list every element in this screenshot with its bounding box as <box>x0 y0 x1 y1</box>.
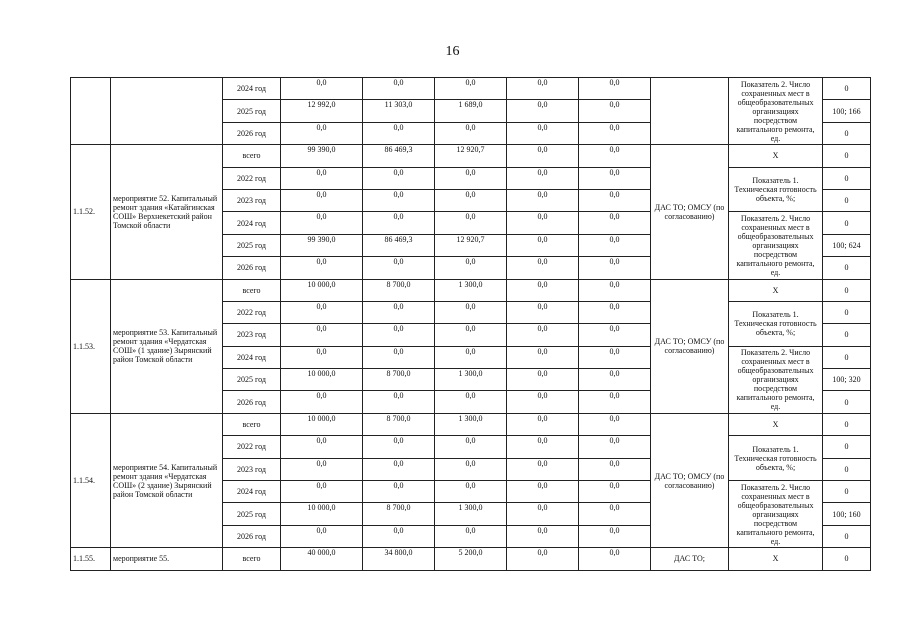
amount-cell-3: 1 689,0 <box>435 100 507 122</box>
amount-cell-3: 1 300,0 <box>435 413 507 435</box>
indicator-cell: Показатель 2. Число сохраненных мест в общеобразовательных организациях посредством капитального ремонта, ед. <box>729 212 823 279</box>
amount-cell-5: 0,0 <box>579 257 651 279</box>
indicator-value-cell: 0 <box>823 122 871 144</box>
amount-cell-3: 0,0 <box>435 324 507 346</box>
indicator-cell: Показатель 2. Число сохраненных мест в общеобразовательных организациях посредством капитального ремонта, ед. <box>729 481 823 548</box>
indicator-value-cell: 100; 320 <box>823 369 871 391</box>
amount-cell-4: 0,0 <box>507 369 579 391</box>
amount-cell-3: 0,0 <box>435 436 507 458</box>
amount-cell-1: 0,0 <box>281 122 363 144</box>
amount-cell-5: 0,0 <box>579 301 651 323</box>
amount-cell-5: 0,0 <box>579 346 651 368</box>
amount-cell-2: 0,0 <box>363 122 435 144</box>
amount-cell-1: 10 000,0 <box>281 503 363 525</box>
amount-cell-5: 0,0 <box>579 212 651 234</box>
amount-cell-4: 0,0 <box>507 279 579 301</box>
amount-cell-1: 10 000,0 <box>281 413 363 435</box>
program-table <box>70 77 871 571</box>
indicator-cell: X <box>729 279 823 301</box>
indicator-value-cell: 0 <box>823 548 871 570</box>
amount-cell-5: 0,0 <box>579 503 651 525</box>
amount-cell-1: 0,0 <box>281 212 363 234</box>
amount-cell-4: 0,0 <box>507 503 579 525</box>
amount-cell-4: 0,0 <box>507 212 579 234</box>
year-cell: всего <box>223 145 281 167</box>
amount-cell-1: 0,0 <box>281 257 363 279</box>
amount-cell-4: 0,0 <box>507 458 579 480</box>
amount-cell-3: 0,0 <box>435 481 507 503</box>
amount-cell-2: 0,0 <box>363 78 435 100</box>
amount-cell-3: 1 300,0 <box>435 369 507 391</box>
amount-cell-1: 0,0 <box>281 346 363 368</box>
amount-cell-4: 0,0 <box>507 234 579 256</box>
amount-cell-2: 8 700,0 <box>363 369 435 391</box>
name-cell: мероприятие 53. Капитальный ремонт здания «Чердатская СОШ» (1 здание) Зырянский район Томской области <box>111 279 223 413</box>
amount-cell-1: 10 000,0 <box>281 369 363 391</box>
amount-cell-3: 0,0 <box>435 167 507 189</box>
amount-cell-3: 0,0 <box>435 78 507 100</box>
amount-cell-2: 0,0 <box>363 257 435 279</box>
indicator-value-cell: 100; 166 <box>823 100 871 122</box>
amount-cell-2: 0,0 <box>363 346 435 368</box>
executor-cell <box>651 78 729 145</box>
amount-cell-2: 0,0 <box>363 324 435 346</box>
amount-cell-5: 0,0 <box>579 324 651 346</box>
amount-cell-4: 0,0 <box>507 122 579 144</box>
amount-cell-2: 0,0 <box>363 458 435 480</box>
amount-cell-3: 0,0 <box>435 257 507 279</box>
table-row <box>71 145 871 167</box>
amount-cell-2: 0,0 <box>363 481 435 503</box>
amount-cell-1: 0,0 <box>281 78 363 100</box>
amount-cell-4: 0,0 <box>507 189 579 211</box>
indicator-value-cell: 0 <box>823 189 871 211</box>
executor-cell: ДАС ТО; ОМСУ (по согласованию) <box>651 279 729 413</box>
amount-cell-1: 10 000,0 <box>281 279 363 301</box>
amount-cell-5: 0,0 <box>579 122 651 144</box>
amount-cell-2: 34 800,0 <box>363 548 435 570</box>
name-cell: мероприятие 52. Капитальный ремонт здания «Катайгинская СОШ» Верхнекетский район Томской области <box>111 145 223 279</box>
amount-cell-2: 11 303,0 <box>363 100 435 122</box>
amount-cell-5: 0,0 <box>579 436 651 458</box>
year-cell: 2026 год <box>223 391 281 413</box>
amount-cell-5: 0,0 <box>579 167 651 189</box>
year-cell: 2026 год <box>223 122 281 144</box>
amount-cell-1: 12 992,0 <box>281 100 363 122</box>
amount-cell-5: 0,0 <box>579 78 651 100</box>
indicator-value-cell: 0 <box>823 145 871 167</box>
indicator-value-cell: 0 <box>823 167 871 189</box>
amount-cell-4: 0,0 <box>507 548 579 570</box>
amount-cell-5: 0,0 <box>579 391 651 413</box>
indicator-value-cell: 0 <box>823 391 871 413</box>
indicator-value-cell: 0 <box>823 212 871 234</box>
amount-cell-3: 5 200,0 <box>435 548 507 570</box>
amount-cell-5: 0,0 <box>579 548 651 570</box>
year-cell: 2026 год <box>223 525 281 547</box>
indicator-value-cell: 0 <box>823 324 871 346</box>
amount-cell-1: 0,0 <box>281 458 363 480</box>
executor-cell: ДАС ТО; ОМСУ (по согласованию) <box>651 145 729 279</box>
amount-cell-5: 0,0 <box>579 189 651 211</box>
indicator-value-cell: 100; 160 <box>823 503 871 525</box>
amount-cell-3: 0,0 <box>435 458 507 480</box>
amount-cell-1: 99 390,0 <box>281 145 363 167</box>
indicator-cell: X <box>729 413 823 435</box>
amount-cell-4: 0,0 <box>507 167 579 189</box>
amount-cell-4: 0,0 <box>507 436 579 458</box>
amount-cell-4: 0,0 <box>507 257 579 279</box>
table-row <box>71 279 871 301</box>
amount-cell-3: 0,0 <box>435 122 507 144</box>
amount-cell-1: 0,0 <box>281 324 363 346</box>
amount-cell-2: 0,0 <box>363 436 435 458</box>
amount-cell-3: 0,0 <box>435 391 507 413</box>
amount-cell-1: 0,0 <box>281 301 363 323</box>
indicator-value-cell: 0 <box>823 436 871 458</box>
indicator-cell: Показатель 2. Число сохраненных мест в общеобразовательных организациях посредством капитального ремонта, ед. <box>729 78 823 145</box>
amount-cell-1: 0,0 <box>281 189 363 211</box>
amount-cell-5: 0,0 <box>579 458 651 480</box>
amount-cell-4: 0,0 <box>507 145 579 167</box>
amount-cell-4: 0,0 <box>507 100 579 122</box>
indicator-cell: X <box>729 548 823 570</box>
indicator-value-cell: 0 <box>823 481 871 503</box>
amount-cell-3: 0,0 <box>435 346 507 368</box>
indicator-value-cell: 100; 624 <box>823 234 871 256</box>
indicator-cell: Показатель 1. Техническая готовность объекта, %; <box>729 301 823 346</box>
indicator-value-cell: 0 <box>823 78 871 100</box>
name-cell: мероприятие 54. Капитальный ремонт здания «Чердатская СОШ» (2 здание) Зырянский район Томской области <box>111 413 223 547</box>
amount-cell-4: 0,0 <box>507 324 579 346</box>
indicator-value-cell: 0 <box>823 279 871 301</box>
amount-cell-2: 86 469,3 <box>363 234 435 256</box>
year-cell: 2025 год <box>223 503 281 525</box>
amount-cell-3: 0,0 <box>435 189 507 211</box>
indicator-cell: X <box>729 145 823 167</box>
amount-cell-4: 0,0 <box>507 525 579 547</box>
year-cell: 2024 год <box>223 481 281 503</box>
table-row <box>71 413 871 435</box>
year-cell: 2024 год <box>223 78 281 100</box>
amount-cell-3: 0,0 <box>435 525 507 547</box>
amount-cell-5: 0,0 <box>579 525 651 547</box>
amount-cell-4: 0,0 <box>507 301 579 323</box>
year-cell: 2025 год <box>223 100 281 122</box>
year-cell: 2023 год <box>223 324 281 346</box>
amount-cell-2: 8 700,0 <box>363 279 435 301</box>
code-cell: 1.1.53. <box>71 279 111 413</box>
year-cell: 2022 год <box>223 167 281 189</box>
amount-cell-2: 0,0 <box>363 391 435 413</box>
amount-cell-4: 0,0 <box>507 413 579 435</box>
table-row <box>71 548 871 570</box>
amount-cell-2: 0,0 <box>363 525 435 547</box>
amount-cell-2: 8 700,0 <box>363 503 435 525</box>
indicator-value-cell: 0 <box>823 346 871 368</box>
amount-cell-1: 0,0 <box>281 436 363 458</box>
amount-cell-2: 8 700,0 <box>363 413 435 435</box>
amount-cell-3: 12 920,7 <box>435 145 507 167</box>
code-cell <box>71 78 111 145</box>
amount-cell-4: 0,0 <box>507 391 579 413</box>
year-cell: 2024 год <box>223 346 281 368</box>
indicator-cell: Показатель 2. Число сохраненных мест в общеобразовательных организациях посредством капитального ремонта, ед. <box>729 346 823 413</box>
indicator-value-cell: 0 <box>823 525 871 547</box>
year-cell: 2025 год <box>223 234 281 256</box>
amount-cell-4: 0,0 <box>507 346 579 368</box>
name-cell <box>111 78 223 145</box>
amount-cell-5: 0,0 <box>579 481 651 503</box>
amount-cell-4: 0,0 <box>507 481 579 503</box>
year-cell: 2025 год <box>223 369 281 391</box>
amount-cell-3: 1 300,0 <box>435 503 507 525</box>
indicator-value-cell: 0 <box>823 413 871 435</box>
year-cell: 2026 год <box>223 257 281 279</box>
indicator-value-cell: 0 <box>823 301 871 323</box>
year-cell: 2023 год <box>223 189 281 211</box>
indicator-cell: Показатель 1. Техническая готовность объекта, %; <box>729 167 823 212</box>
table-row <box>71 78 871 100</box>
page-number: 16 <box>445 44 460 59</box>
amount-cell-3: 12 920,7 <box>435 234 507 256</box>
amount-cell-1: 0,0 <box>281 481 363 503</box>
code-cell: 1.1.54. <box>71 413 111 547</box>
amount-cell-1: 99 390,0 <box>281 234 363 256</box>
name-cell: мероприятие 55. <box>111 548 223 570</box>
amount-cell-3: 0,0 <box>435 301 507 323</box>
amount-cell-5: 0,0 <box>579 279 651 301</box>
amount-cell-1: 0,0 <box>281 391 363 413</box>
amount-cell-3: 0,0 <box>435 212 507 234</box>
code-cell: 1.1.55. <box>71 548 111 570</box>
year-cell: 2022 год <box>223 436 281 458</box>
year-cell: 2023 год <box>223 458 281 480</box>
year-cell: 2022 год <box>223 301 281 323</box>
executor-cell: ДАС ТО; ОМСУ (по согласованию) <box>651 413 729 547</box>
amount-cell-1: 0,0 <box>281 525 363 547</box>
amount-cell-2: 0,0 <box>363 167 435 189</box>
year-cell: 2024 год <box>223 212 281 234</box>
year-cell: всего <box>223 279 281 301</box>
amount-cell-5: 0,0 <box>579 369 651 391</box>
indicator-value-cell: 0 <box>823 458 871 480</box>
amount-cell-2: 0,0 <box>363 189 435 211</box>
executor-cell: ДАС ТО; <box>651 548 729 570</box>
amount-cell-3: 1 300,0 <box>435 279 507 301</box>
code-cell: 1.1.52. <box>71 145 111 279</box>
indicator-value-cell: 0 <box>823 257 871 279</box>
amount-cell-1: 0,0 <box>281 167 363 189</box>
year-cell: всего <box>223 548 281 570</box>
amount-cell-2: 0,0 <box>363 301 435 323</box>
amount-cell-2: 0,0 <box>363 212 435 234</box>
amount-cell-5: 0,0 <box>579 413 651 435</box>
year-cell: всего <box>223 413 281 435</box>
indicator-cell: Показатель 1. Техническая готовность объекта, %; <box>729 436 823 481</box>
amount-cell-2: 86 469,3 <box>363 145 435 167</box>
amount-cell-5: 0,0 <box>579 234 651 256</box>
amount-cell-4: 0,0 <box>507 78 579 100</box>
amount-cell-1: 40 000,0 <box>281 548 363 570</box>
amount-cell-5: 0,0 <box>579 145 651 167</box>
amount-cell-5: 0,0 <box>579 100 651 122</box>
